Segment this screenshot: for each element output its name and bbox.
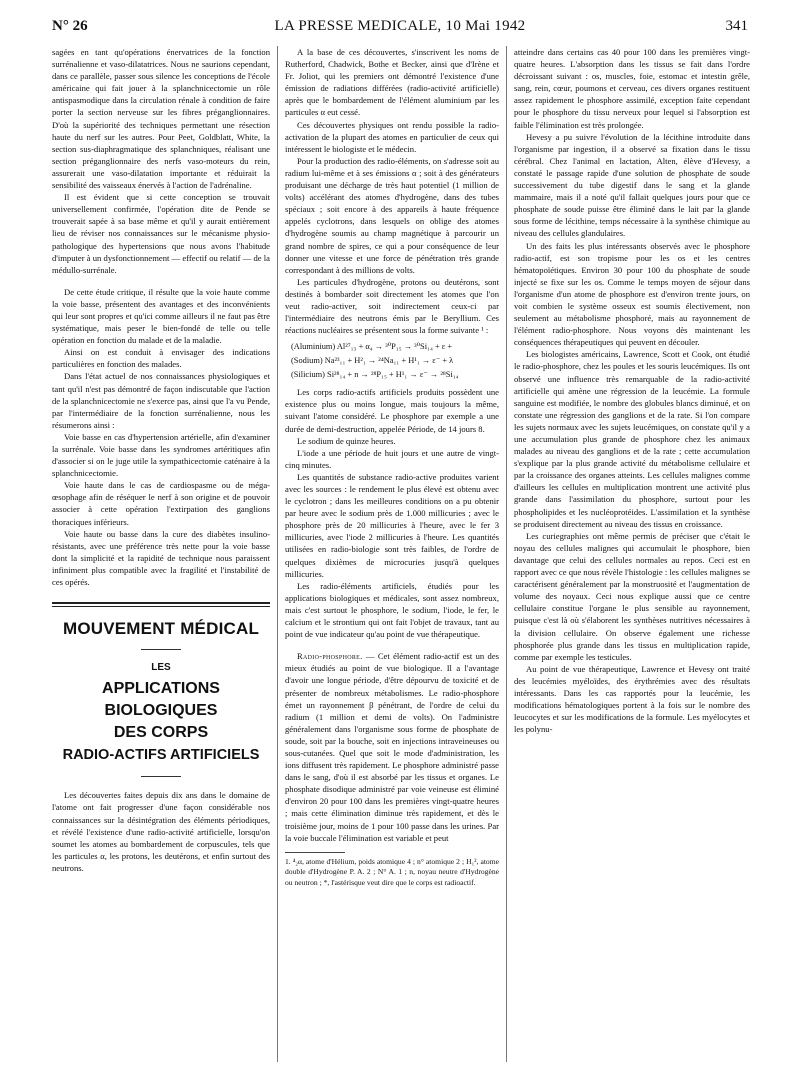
formula: (Aluminium) Al²⁷₁₃ + α₄ → ³⁰P₁₅ → ³⁰Si₁₄ + ε + [291, 342, 453, 352]
paragraph: Voie haute dans le cas de cardiospasme ou de méga-œsophage afin de réséquer le nerf à son origine et de pouvoir associer à cette opération l'extirpation des ganglions thoraciques inférieurs. [52, 480, 270, 527]
column-divider-2 [506, 46, 507, 1062]
column-3 [514, 46, 750, 735]
paragraph: Voie haute ou basse dans la cure des diabètes insulino-résistants, avec une préférence très nette pour la voie basse dont la simplicité et la rapidité de technique nous paraissent infiniment plus compatible avec la fragilité et l'instabilité de ces opérés. [52, 528, 270, 588]
paragraph: L'iode a une période de huit jours et une autre de vingt-cinq minutes. [285, 447, 499, 470]
paragraph: Voie basse en cas d'hypertension artérielle, afin d'examiner la surrénale. Voie basse dans les syndromes artéritiques afin d'associer si on le juge utile la sympathicectomie caténaire à la splanchnicectomie. [52, 431, 270, 479]
paragraph: Ces découvertes physiques ont rendu possible la radio-activation de la plupart des atomes en particulier de ceux qui intéressent le biologiste et le médecin. [285, 119, 499, 154]
page-header [52, 16, 748, 38]
column-1 [52, 46, 270, 874]
paragraph: De cette étude critique, il résulte que la voie haute comme la voie basse, présentent des avantages et des inconvénients qui leur sont propres et qu'ici comme ailleurs il ne faut pas être systématique, mais peser le bien-fondé de telle ou telle opération en fonction du malade et de la maladie. [52, 286, 270, 346]
formula: (Silicium) Si²⁸₁₄ + n → ²⁸P₁₅ + H¹₁ → ε⁻ → ²⁸Si₁₄ [291, 370, 459, 380]
paragraph: Au point de vue thérapeutique, Lawrence et Hevesy ont traité des leucémies myéloïdes, des érythrémies avec des résultats intéressants. Dans les cas rapportés pour la leucémie, les modifications hématologiques portent à la fois sur le nombre des leucocytes et sur les modifications de la formule. Les myélocytes et les polynu- [514, 663, 750, 735]
paragraph: Les quantités de substance radio-active produites varient avec les sources : le rendement le plus élevé est obtenu avec le cyclotron ; dans les meilleures conditions on a pu obtenir par heure avec le sodium près de 1.000 millicuries ; avec le phosphore près de 20 millicuries à l'heure, avec le fer 3 millicuries, avec l'iode 2 millicuries à l'heure. Les quantités utilisées en radio-biologie sont très faibles, de l'ordre de quelques dixièmes de microcuries jusqu'à quelques millicuries. [285, 471, 499, 579]
article-title-line: RADIO-ACTIFS ARTIFICIELS [62, 747, 260, 764]
paragraph-text: — Cet élément radio-actif est un des mieux étudiés au point de vue biologique. Il a l'avantage d'avoir une longue période, d'être dépourvu de toxicité et de présenter de nombreux métabolismes. Le radio-phosphore émet un rayonnement β pénétrant, de l'ordre de celui du radium (1 million et demi de volts). On l'administre généralement dans l'organisme sous forme de phosphate de soude, soit par la bouche, soit en injections intraveineuses ou sous-cutanées. Quel que soit le mode d'administration, les ions diffusent très rapidement. Le phosphore administré passe dans le sang, d'où il est absorbé par les tissus et organes. Le phosphate disodique administré par voie veineuse est éliminé d'environ 20 pour 100 dans les premières vingt-quatre heures ; mais cette élimination diminue très rapidement, et dès le troisième jour, moins de 1 pour 100 passe dans les urines. Par la voie buccale l'élimination est variable et peut [285, 651, 499, 843]
paragraph [285, 650, 499, 844]
footnote: 1. ⁴₂α, atome d'Hélium, poids atomique 4 ; n° atomique 2 ; H₁², atome double d'Hydrogène P. A. 2 ; N° A. 1 ; n, noyau neutre d'Hydrogène ou neutron ; *, l'astérisque veut dire que le corps est radioactif. [285, 856, 499, 887]
short-rule [141, 776, 181, 777]
paragraph: Les curiegraphies ont même permis de préciser que c'était le noyau des cellules malignes qui accumulait le phosphore, bien davantage que celui des cellules normales au repos. Ceci est en rapport avec ce que nous révèle l'histologie : les cellules malignes se caractérisent généralement par la monstruosité et l'augmentation de volume des noyaux. Ceci nous explique aussi que ce centre cellulaire constitue l'organe le plus sensible au rayonnement, puisque c'est là où s'élaborent les synthèses nutritives nécessaires à la division cellulaire. On observe également une richesse phosphorée plus grande dans les tissus en multiplication rapide, comme par exemple les testicules. [514, 530, 750, 662]
section-title: MOUVEMENT MÉDICAL [62, 619, 260, 639]
paragraph: atteindre dans certains cas 40 pour 100 dans les premières vingt-quatre heures. L'absorption dans les tissus se fait dans l'ordre décroissant suivant : os, muscles, foie, estomac et intestin grêle, sang, rein, cœur, poumons et cerveau, ces divers organes restituent assez rapidement le phosphore assimilé, exception faite cependant pour le phosphore du tissu nerveux pour lequel si l'absorption est faible l'élimination est très prolongée. [514, 47, 750, 130]
short-rule [141, 649, 181, 650]
nuclear-reactions [291, 340, 499, 382]
paragraph: Les corps radio-actifs artificiels produits possèdent une existence plus ou moins longue, mais toujours la même, suivant l'atome considéré. Le phosphore par exemple a une durée de demi-destruction, appelée Période, de 14 jours 8. [285, 387, 499, 434]
article-title-line: DES CORPS [113, 724, 209, 742]
article-kicker: LES [151, 662, 171, 674]
column-2 [285, 46, 499, 888]
column-divider-1 [277, 46, 278, 1062]
formula: (Sodium) Na²³₁₁ + H²₁ → ²⁴Na₁₁ + H¹₁ → ε⁻ + λ [291, 356, 454, 366]
paragraph: Il est évident que si cette conception se trouvait universellement confirmée, l'opération dite de Pende se trouverait sapée à sa base même et qu'il y aurait entièrement lieu de réviser nos connaissances sur le mécanisme physio-pathologique des hypertensions que nous avons l'habitude d'imputer à un dysfonctionnement — effectif ou relatif — de la médullo-surrénale. [52, 192, 270, 275]
footnote-rule [285, 852, 345, 853]
paragraph: Les radio-éléments artificiels, étudiés pour les applications biologiques et médicales, sont assez nombreux, mais c'est surtout le phosphore, le sodium, l'iode, le fer, le calcium et le strontium qui ont fait l'objet de travaux, tant au point de vue indicateur qu'au point de vue thérapeutique. [285, 580, 499, 640]
page-number: 341 [725, 18, 748, 34]
paragraph: Les particules d'hydrogène, protons ou deutérons, sont destinés à bombarder soit directement les atomes que l'on veut radio-activer, soit indirectement ceux-ci par l'intermédiaire des neutrons émis par le Beryllium. Ces réactions nucléaires se présentent sous la forme suivante ¹ : [285, 276, 499, 336]
section-rule [52, 602, 270, 607]
article-title [52, 678, 270, 766]
paragraph: Les découvertes faites depuis dix ans dans le domaine de l'atome ont fait progresser d'une façon considérable nos connaissances sur la désintégration des éléments périodiques, et révélé l'existence d'une radio-activité artificielle, lorsqu'on soumet les atomes au bombardement de corpuscules, tels que les particules α, les protons, les deutérons, et enfin surtout des neutrons. [52, 790, 270, 873]
paragraph: A la base de ces découvertes, s'inscrivent les noms de Rutherford, Chadwick, Bothe et Becker, ainsi que d'Irène et Fr. Joliot, qui les premiers ont démontré l'existence d'une émission de radiations différées (radio-activité artificielle) après que le bombardement de l'élément aluminium par les particules α eut cessé. [285, 47, 499, 118]
paragraph: Pour la production des radio-éléments, on s'adresse soit au radium lui-même et à ses émissions α ; soit à des générateurs produisant une décharge de très haut potentiel (1 million de volts) accélérant des atomes d'hydrogène, dans des tubes spéciaux ; soit encore à des appareils à haute fréquence appelés cyclotrons, dans lesquels on oblige des atomes d'hydrogène soumis au champ magnétique à parcourir un grand nombre de spires, ce qui a pour conséquence de leur donner une vitesse et une force de pénétration très grande correspondant à des millions de volts. [285, 155, 499, 275]
paragraph: Dans l'état actuel de nos connaissances physiologiques et tant qu'il n'est pas démontré de façon indiscutable que l'action de la splanchnicectomie ne s'exerce pas, ainsi que l'a vu Pende, par l'intermédiaire de la fonction surrénalienne, nous les résumerons ainsi : [52, 371, 270, 430]
publication-title: LA PRESSE MEDICALE, 10 Mai 1942 [274, 18, 526, 34]
paragraph: Le sodium de quinze heures. [297, 435, 396, 446]
article-title-line: APPLICATIONS BIOLOGIQUES [102, 680, 220, 720]
paragraph: Les biologistes américains, Lawrence, Scott et Cook, ont étudié le radio-phosphore, chez les poules et les souris leucémiques. Ils ont observé une influence très remarquable de la radio-activité artificielle qui amène une régression de la leucémie. La formule sanguine est modifiée, le nombre des globules blancs diminué, et on constate une régression des ganglions et de la rate. Si l'on compare les sujets normaux avec les sujets leucémiques, on constate qu'il y a une accumulation plus grande de phosphore chez les animaux malades au niveau des ganglions et de la rate ; cette accumulation s'explique par la plus grande activité du métabolisme cellulaire et par la croissance des organes atteints. Les cellules malignes comme d'ailleurs les cellules en multiplication montrent une activité plus grande dans l'assimilation du phosphore, surtout pour les phospholipides et les nucléoprotéides. L'assimilation et la synthèse se produisent directement au niveau des tissus en croissance. [514, 349, 750, 529]
paragraph: Un des faits les plus intéressants observés avec le phosphore radio-actif, est son tropisme pour les os et les centres hématopoïétiques. Environ 30 pour 100 du phosphate de soude injecté se fixe sur les os. Comme le temps moyen de séjour dans l'organisme d'un atome de phosphore est d'environ trente jours, on voit combien le système osseux est soumis électivement, non seulement au métabolisme phosphoré, mais au rayonnement de l'élément radio-phosphore. Nous voyons dès maintenant les conséquences thérapeutiques qui peuvent en découler. [514, 240, 750, 348]
paragraph: Ainsi on est conduit à envisager des indications particulières en fonction des malades. [52, 347, 270, 370]
section-header [52, 602, 270, 777]
issue-number: N° 26 [52, 18, 88, 34]
subsection-label: Radio-phosphore. [297, 651, 363, 662]
paragraph: sagées en tant qu'opérations énervatrices de la fonction surrénalienne et vaso-dilatatrices. Nous ne saurions cependant, dans ce parallèle, passer sous silence les conceptions de l'école américaine qui fait jouer à la splanchnicectomie un rôle antispasmodique dans la circulation rénale à condition de faire porter la section nerveuse sur les fibres préganglionnaires. D'où la supériorité des techniques permettant une résection haute du nerf sur les autres. Pour Peet, Goldblatt, White, la section sus-diaphragmatique des splanchniques, réalisant une section préganglionnaire des nerfs vaso-moteurs du rein, assurerait une vaso-dilatation importante et réduirait la sensibilité des vaisseaux énervés à l'action de l'adrénaline. [52, 47, 270, 191]
paragraph: Hevesy a pu suivre l'évolution de la lécithine introduite dans l'organisme par ingestion, il a observé sa fixation dans le tissu cérébral. Chez l'animal en lactation, Alten, élève d'Hevesy, a constaté le passage rapide d'une solution de phosphate de soude successivement du tube digestif dans le sang et la glande mammaire, mais il a noté qu'il fallait quelques jours pour que ce phosphate de soude puisse être éliminé dans le lait par la glande sous forme de lécithine, temps nécessaire à la synthèse chimique au niveau des cellules glandulaires. [514, 131, 750, 239]
